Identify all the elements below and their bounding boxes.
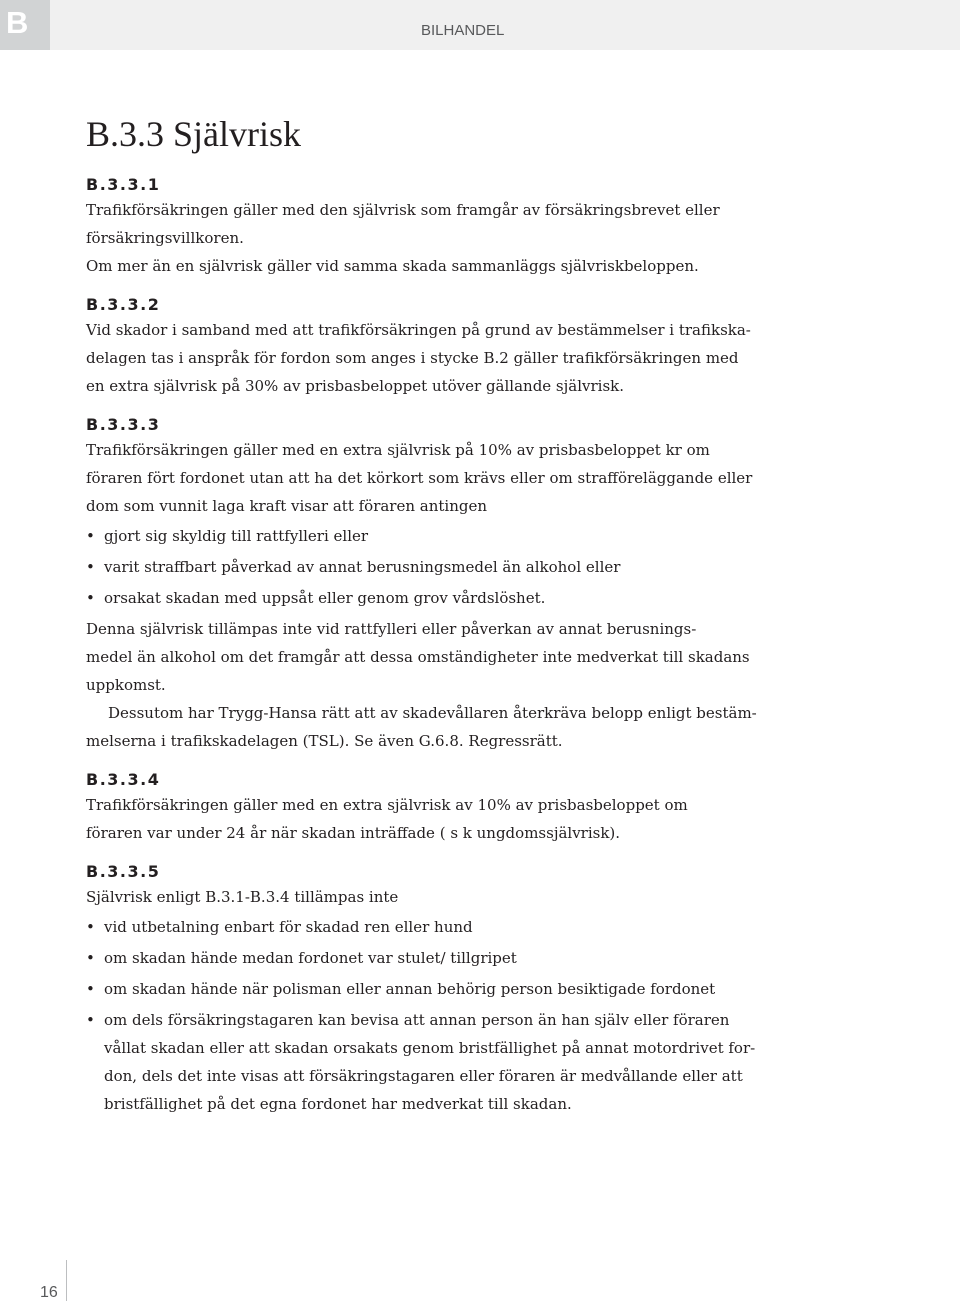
- bullet-icon: •: [86, 918, 95, 936]
- body-line: föraren fört fordonet utan att ha det körkort som krävs eller om strafföreläggande eller: [86, 469, 753, 487]
- list-item-line: vållat skadan eller att skadan orsakats genom bristfällighet på annat motordrivet for-: [104, 1039, 756, 1057]
- bullet-icon: •: [86, 527, 95, 545]
- body-line: uppkomst.: [86, 676, 166, 694]
- body-line: Denna självrisk tillämpas inte vid rattfylleri eller påverkan av annat berusnings-: [86, 620, 697, 638]
- list-item: • om skadan hände medan fordonet var stulet/ tillgripet: [86, 944, 846, 972]
- section-heading: B.3.3.1: [86, 175, 161, 194]
- list-item: • om skadan hände när polisman eller annan behörig person besiktigade fordonet: [86, 975, 846, 1003]
- bullet-icon: •: [86, 1011, 95, 1029]
- body-line: Trafikförsäkringen gäller med en extra självrisk på 10% av prisbasbeloppet kr om: [86, 441, 710, 459]
- body-line: Vid skador i samband med att trafikförsäkringen på grund av bestämmelser i trafikska-: [86, 321, 751, 339]
- list-item: • vid utbetalning enbart för skadad ren eller hund: [86, 913, 846, 941]
- page-number-rule: [66, 1260, 67, 1301]
- body-line: Om mer än en självrisk gäller vid samma skada sammanläggs självriskbeloppen.: [86, 257, 699, 275]
- body-line: delagen tas i anspråk för fordon som anges i stycke B.2 gäller trafikförsäkringen med: [86, 349, 739, 367]
- body-line: en extra självrisk på 30% av prisbasbeloppet utöver gällande självrisk.: [86, 377, 625, 395]
- list-item-line: om dels försäkringstagaren kan bevisa att annan person än han själv eller föraren: [104, 1011, 730, 1029]
- header-bar: [0, 0, 960, 50]
- exception-list: [86, 913, 846, 1118]
- bullet-icon: •: [86, 589, 95, 607]
- condition-list: [86, 522, 846, 612]
- body-line: Trafikförsäkringen gäller med den självrisk som framgår av försäkringsbrevet eller: [86, 201, 720, 219]
- running-head: BILHANDEL: [421, 22, 505, 39]
- body-line: Självrisk enligt B.3.1-B.3.4 tillämpas inte: [86, 888, 399, 906]
- list-item: [86, 1006, 846, 1118]
- section-b3-3-5: [86, 861, 846, 1118]
- body-line: föraren var under 24 år när skadan inträffade ( s k ungdomssjälvrisk).: [86, 824, 621, 842]
- bullet-icon: •: [86, 558, 95, 576]
- section-b3-3-4: [86, 769, 846, 847]
- body-line: Trafikförsäkringen gäller med en extra självrisk av 10% av prisbasbeloppet om: [86, 796, 688, 814]
- body-line: försäkringsvillkoren.: [86, 229, 244, 247]
- body-line: medel än alkohol om det framgår att dessa omständigheter inte medverkat till skadans: [86, 648, 750, 666]
- body-line: melserna i trafikskadelagen (TSL). Se även G.6.8. Regressrätt.: [86, 732, 563, 750]
- page-title: B.3.3 Självrisk: [86, 114, 302, 154]
- list-item: • orsakat skadan med uppsåt eller genom grov vårdslöshet.: [86, 584, 846, 612]
- bullet-icon: •: [86, 980, 95, 998]
- section-tab: B: [0, 0, 50, 50]
- list-item-line: don, dels det inte visas att försäkringstagaren eller föraren är medvållande eller att: [104, 1067, 743, 1085]
- list-item: • gjort sig skyldig till rattfylleri eller: [86, 522, 846, 550]
- list-item: • varit straffbart påverkad av annat berusningsmedel än alkohol eller: [86, 553, 846, 581]
- section-b3-3-3: [86, 414, 846, 755]
- bullet-icon: •: [86, 949, 95, 967]
- list-item-line: bristfällighet på det egna fordonet har medverkat till skadan.: [104, 1095, 572, 1113]
- body-line: dom som vunnit laga kraft visar att föraren antingen: [86, 497, 488, 515]
- section-b3-3-1: [86, 174, 846, 280]
- section-heading: B.3.3.5: [86, 862, 161, 881]
- section-heading: B.3.3.4: [86, 770, 161, 789]
- section-heading: B.3.3.3: [86, 415, 161, 434]
- section-heading: B.3.3.2: [86, 295, 161, 314]
- body-line: Dessutom har Trygg-Hansa rätt att av skadevållaren återkräva belopp enligt bestäm-: [108, 704, 757, 722]
- section-b3-3-2: [86, 294, 846, 400]
- page-content: [86, 112, 846, 1132]
- page-number: 16: [40, 1284, 58, 1301]
